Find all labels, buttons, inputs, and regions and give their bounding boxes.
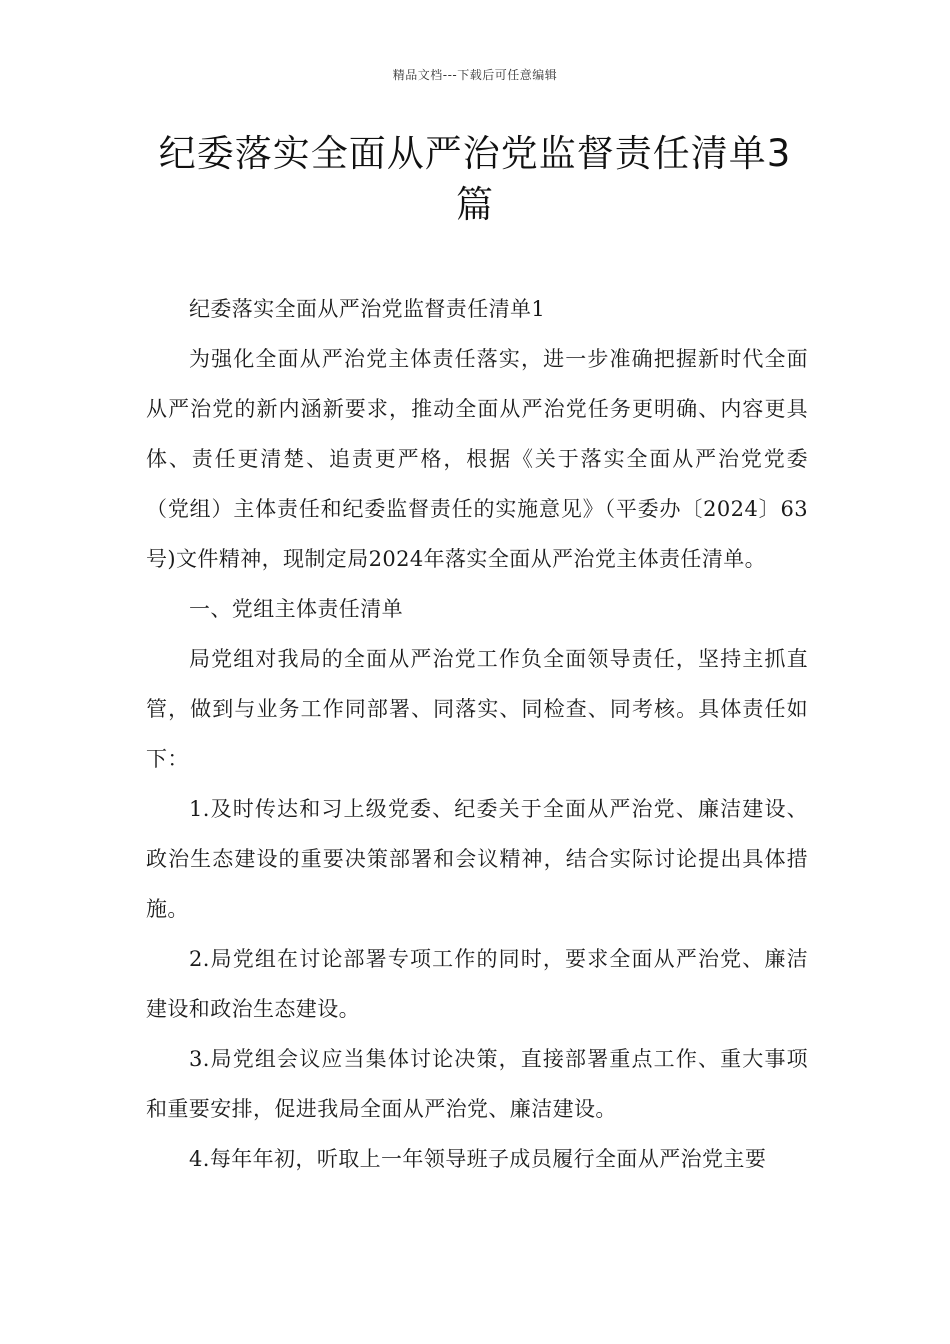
paragraph-intro: 为强化全面从严治党主体责任落实，进一步准确把握新时代全面从严治党的新内涵新要求，推动全面从严治党任务更明确、内容更具体、责任更清楚、追责更严格，根据《关于落实全面从严治党党委（党组）主体责任和纪委监督责任的实施意见》（平委办〔2024〕63号)文件精神，现制定局2024年落实全面从严治党主体责任清单。 [146,347,808,571]
document-body [146,284,808,1184]
paragraph-item-2: 2.局党组在讨论部署专项工作的同时，要求全面从严治党、廉洁建设和政治生态建设。 [146,947,808,1021]
paragraph-section-intro: 局党组对我局的全面从严治党工作负全面领导责任，坚持主抓直管，做到与业务工作同部署、同落实、同检查、同考核。具体责任如下： [146,647,808,771]
header-note: 精品文档---下载后可任意编辑 [392,68,558,82]
paragraph-subtitle: 纪委落实全面从严治党监督责任清单1 [189,297,546,321]
document-title: 纪委落实全面从严治党监督责任清单3篇 [158,132,792,226]
paragraph-section-heading: 一、党组主体责任清单 [189,597,403,621]
paragraph-item-4: 4.每年年初，听取上一年领导班子成员履行全面从严治党主要 [189,1147,767,1171]
paragraph-item-3: 3.局党组会议应当集体讨论决策，直接部署重点工作、重大事项和重要安排，促进我局全面从严治党、廉洁建设。 [146,1047,808,1121]
paragraph-item-1: 1.及时传达和习上级党委、纪委关于全面从严治党、廉洁建设、政治生态建设的重要决策部署和会议精神，结合实际讨论提出具体措施。 [146,797,808,921]
